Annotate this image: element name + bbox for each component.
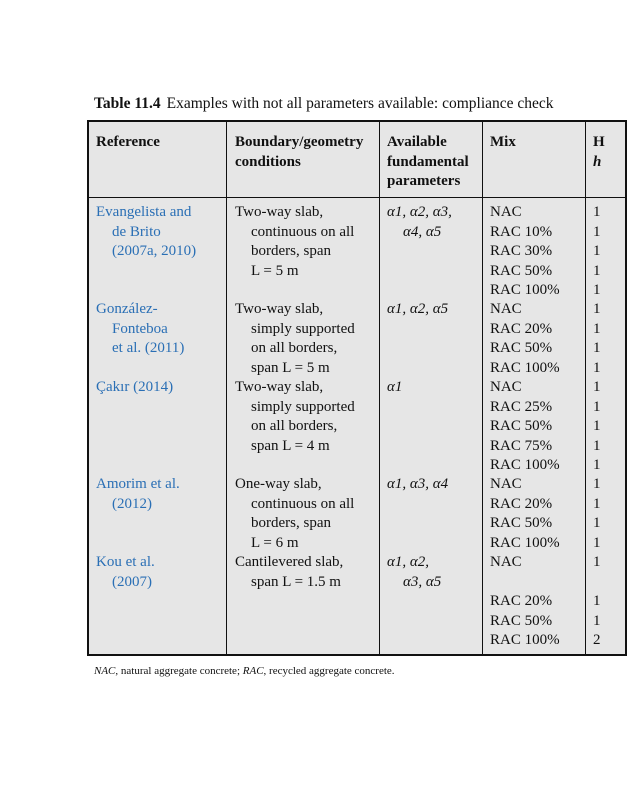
table-row-boundary xyxy=(235,553,343,592)
reference-line: (2007) xyxy=(112,573,152,590)
mix-line: RAC 20% xyxy=(490,495,553,512)
header-reference: Reference xyxy=(96,134,160,150)
mix-line: RAC 50% xyxy=(490,612,553,629)
reference-line: Amorim et al. xyxy=(96,476,180,492)
params-line: α1 xyxy=(387,379,403,395)
table-row-boundary xyxy=(235,475,354,553)
mix-line: RAC 100% xyxy=(490,534,560,551)
boundary-line: continuous on all xyxy=(251,223,355,240)
boundary-line: on all borders, xyxy=(251,340,338,356)
cut-line: 1 xyxy=(593,223,601,240)
boundary-line: borders, span xyxy=(251,243,331,259)
boundary-line: span L = 4 m xyxy=(251,437,330,454)
header-boundary xyxy=(235,133,363,172)
boundary-line: Two-way slab, xyxy=(235,204,324,220)
cut-line: 1 xyxy=(593,554,601,570)
header-available-line: fundamental xyxy=(387,153,469,170)
mix-line: RAC 50% xyxy=(490,515,553,531)
mix-line: RAC 50% xyxy=(490,262,553,279)
table-row-cut xyxy=(593,378,601,476)
params-line: α1, α3, α4 xyxy=(387,476,449,492)
table-row-params xyxy=(387,553,441,592)
table-row-mix xyxy=(490,553,560,651)
table-row-boundary xyxy=(235,300,355,378)
cut-line: 2 xyxy=(593,632,601,648)
header-available xyxy=(387,133,469,192)
table-row-cut xyxy=(593,475,601,553)
cut-line: 1 xyxy=(593,612,601,629)
header-boundary-line: conditions xyxy=(235,153,301,170)
table-row-params xyxy=(387,378,402,398)
reference-line: Çakır (2014) xyxy=(96,379,174,395)
table-footnote xyxy=(94,665,395,677)
table-number: Table 11.4 xyxy=(94,95,161,112)
header-cut-line: h xyxy=(593,153,602,170)
table-row-boundary xyxy=(235,378,355,456)
cut-line: 1 xyxy=(593,476,601,492)
cut-line: 1 xyxy=(593,593,601,609)
cut-line: 1 xyxy=(593,457,601,473)
table-row-reference xyxy=(96,553,155,592)
table-row-mix xyxy=(490,378,560,476)
boundary-line: Cantilevered slab, xyxy=(235,554,344,570)
table-row-mix xyxy=(490,203,560,301)
table-caption xyxy=(94,95,554,113)
cut-line: 1 xyxy=(593,262,601,279)
boundary-line: span L = 1.5 m xyxy=(251,573,341,590)
boundary-line: One-way slab, xyxy=(235,476,322,492)
cut-line: 1 xyxy=(593,204,601,220)
table-row-mix xyxy=(490,300,560,378)
header-cut xyxy=(593,133,605,172)
cut-line: 1 xyxy=(593,437,601,454)
boundary-line: simply supported xyxy=(251,398,355,415)
boundary-line: L = 5 m xyxy=(251,262,299,279)
mix-line: NAC xyxy=(490,204,522,220)
cut-line: 1 xyxy=(593,398,601,415)
table-row-cut xyxy=(593,553,601,651)
boundary-line: continuous on all xyxy=(251,495,355,512)
header-boundary-line: Boundary/geometry xyxy=(235,134,364,150)
mix-line: RAC 100% xyxy=(490,359,560,376)
mix-line: RAC 50% xyxy=(490,340,553,356)
footnote-rac-abbr: RAC xyxy=(242,665,264,677)
reference-line: et al. (2011) xyxy=(112,340,185,356)
table-row-reference xyxy=(96,203,196,262)
table-row-cut xyxy=(593,300,601,378)
mix-line: NAC xyxy=(490,554,522,570)
table-row-cut xyxy=(593,203,601,301)
column-divider xyxy=(585,122,586,654)
table-row-params xyxy=(387,300,448,320)
header-mix: Mix xyxy=(490,134,516,150)
reference-line: Fonteboa xyxy=(112,320,168,337)
cut-line: 1 xyxy=(593,515,601,531)
params-line: α1, α2, α5 xyxy=(387,301,449,317)
boundary-line: L = 6 m xyxy=(251,534,299,551)
reference-line: (2007a, 2010) xyxy=(112,243,197,259)
reference-line: González- xyxy=(96,301,158,317)
cut-line: 1 xyxy=(593,418,601,434)
cut-line xyxy=(593,573,601,593)
boundary-line: on all borders, xyxy=(251,418,338,434)
params-line: α4, α5 xyxy=(403,223,442,240)
mix-line: NAC xyxy=(490,301,522,317)
boundary-line: simply supported xyxy=(251,320,355,337)
cut-line: 1 xyxy=(593,301,601,317)
table-title: Examples with not all parameters available: compliance check xyxy=(166,95,554,112)
table-row-mix xyxy=(490,475,560,553)
header-rule xyxy=(89,197,625,198)
footnote-nac-abbr: NAC xyxy=(94,665,116,677)
table-row-reference xyxy=(96,475,180,514)
footnote-nac-text: , natural aggregate concrete; xyxy=(115,665,243,677)
params-line: α1, α2, xyxy=(387,554,429,570)
mix-line: RAC 10% xyxy=(490,223,553,240)
header-available-line: Available xyxy=(387,134,447,150)
column-divider xyxy=(482,122,483,654)
mix-line: NAC xyxy=(490,379,522,395)
table-row-params xyxy=(387,475,448,495)
boundary-line: Two-way slab, xyxy=(235,301,324,317)
boundary-line: span L = 5 m xyxy=(251,359,330,376)
mix-line: RAC 20% xyxy=(490,593,553,609)
mix-line: RAC 20% xyxy=(490,320,553,337)
table-row-params xyxy=(387,203,452,242)
params-line: α3, α5 xyxy=(403,573,442,590)
footnote-rac-text: , recycled aggregate concrete. xyxy=(263,665,395,677)
boundary-line: borders, span xyxy=(251,515,331,531)
column-divider xyxy=(226,122,227,654)
mix-line: RAC 100% xyxy=(490,282,560,298)
mix-line: RAC 75% xyxy=(490,437,553,454)
boundary-line: Two-way slab, xyxy=(235,379,324,395)
table-row-reference xyxy=(96,378,173,398)
cut-line: 1 xyxy=(593,340,601,356)
mix-line: RAC 25% xyxy=(490,398,553,415)
column-divider xyxy=(379,122,380,654)
cut-line: 1 xyxy=(593,243,601,259)
reference-line: (2012) xyxy=(112,495,152,512)
cut-line: 1 xyxy=(593,359,601,376)
reference-line: de Brito xyxy=(112,223,161,240)
cut-line: 1 xyxy=(593,495,601,512)
cut-line: 1 xyxy=(593,534,601,551)
cut-line: 1 xyxy=(593,379,601,395)
mix-line: RAC 100% xyxy=(490,632,560,648)
data-table xyxy=(87,120,627,656)
reference-line: Evangelista and xyxy=(96,204,192,220)
params-line: α1, α2, α3, xyxy=(387,204,452,220)
table-row-reference xyxy=(96,300,184,359)
mix-line: RAC 30% xyxy=(490,243,553,259)
cut-line: 1 xyxy=(593,282,601,298)
mix-line: NAC xyxy=(490,476,522,492)
cut-line: 1 xyxy=(593,320,601,337)
mix-line: RAC 100% xyxy=(490,457,560,473)
header-available-line: parameters xyxy=(387,173,461,189)
mix-line xyxy=(490,573,560,593)
header-cut-line: H xyxy=(593,134,605,150)
table-row-boundary xyxy=(235,203,354,281)
reference-line: Kou et al. xyxy=(96,554,155,570)
mix-line: RAC 50% xyxy=(490,418,553,434)
